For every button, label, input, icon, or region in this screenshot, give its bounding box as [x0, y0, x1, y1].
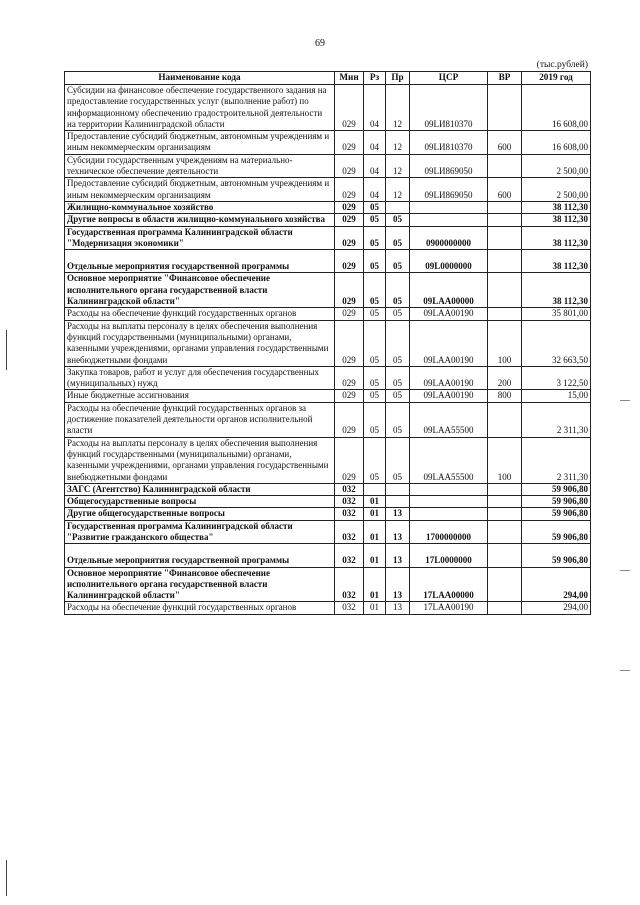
cell-vr [488, 201, 522, 213]
cell-value: 38 112,30 [522, 214, 591, 226]
cell-vr [488, 308, 522, 320]
cell-value: 38 112,30 [522, 226, 591, 250]
cell-name: Общегосударственные вопросы [65, 496, 335, 508]
cell-value: 59 906,80 [522, 508, 591, 520]
cell-csr: 09L0000000 [410, 250, 488, 273]
table-row [65, 520, 591, 544]
cell-min: 029 [335, 250, 364, 273]
cell-vr: 200 [488, 366, 522, 390]
cell-value: 59 906,80 [522, 520, 591, 544]
table-row [65, 308, 591, 320]
cell-pr: 12 [386, 178, 410, 202]
cell-rz: 01 [364, 544, 386, 567]
table-body [65, 85, 591, 615]
cell-value: 59 906,80 [522, 483, 591, 495]
cell-min: 029 [335, 178, 364, 202]
cell-value: 2 311,30 [522, 402, 591, 437]
cell-pr: 05 [386, 390, 410, 402]
cell-name: Основное мероприятие "Финансовое обеспечение исполнительного органа государственной власти Калининградской области" [65, 567, 335, 602]
cell-vr [488, 567, 522, 602]
cell-name: Расходы на обеспечение функций государственных органов за достижение показателей деятельности органов исполнительной власти [65, 402, 335, 437]
header-row [65, 72, 591, 85]
units-label: (тыс.рублей) [536, 60, 588, 70]
header-pr: Пр [386, 72, 410, 85]
cell-min: 029 [335, 402, 364, 437]
cell-pr: 05 [386, 320, 410, 366]
cell-vr [488, 250, 522, 273]
cell-min: 029 [335, 154, 364, 178]
cell-min: 032 [335, 567, 364, 602]
cell-rz: 01 [364, 520, 386, 544]
cell-value: 16 608,00 [522, 131, 591, 155]
cell-rz: 05 [364, 366, 386, 390]
cell-csr: 09LИ810370 [410, 85, 488, 131]
table-row [65, 508, 591, 520]
cell-pr [386, 483, 410, 495]
header-year: 2019 год [522, 72, 591, 85]
cell-min: 032 [335, 496, 364, 508]
cell-csr: 09LAA00190 [410, 390, 488, 402]
cell-vr [488, 273, 522, 308]
cell-csr [410, 496, 488, 508]
cell-pr: 13 [386, 520, 410, 544]
cell-pr: 13 [386, 508, 410, 520]
cell-vr: 600 [488, 131, 522, 155]
cell-rz: 04 [364, 178, 386, 202]
cell-value: 32 663,50 [522, 320, 591, 366]
table-row [65, 250, 591, 273]
cell-value: 2 500,00 [522, 178, 591, 202]
cell-value: 2 311,30 [522, 437, 591, 483]
cell-name: Отдельные мероприятия государственной программы [65, 250, 335, 273]
cell-min: 029 [335, 366, 364, 390]
cell-rz: 04 [364, 85, 386, 131]
cell-pr: 05 [386, 308, 410, 320]
cell-min: 032 [335, 602, 364, 614]
cell-rz [364, 483, 386, 495]
cell-rz: 05 [364, 214, 386, 226]
cell-csr: 09LAA00190 [410, 308, 488, 320]
cell-vr [488, 85, 522, 131]
cell-csr [410, 483, 488, 495]
header-min: Мин [335, 72, 364, 85]
cell-name: Закупка товаров, работ и услуг для обеспечения государственных (муниципальных) нужд [65, 366, 335, 390]
cell-min: 029 [335, 226, 364, 250]
cell-vr [488, 154, 522, 178]
cell-csr: 09LAA55500 [410, 437, 488, 483]
cell-value: 2 500,00 [522, 154, 591, 178]
cell-csr: 0900000000 [410, 226, 488, 250]
cell-vr [488, 496, 522, 508]
cell-rz: 05 [364, 402, 386, 437]
table-row [65, 214, 591, 226]
table-row [65, 390, 591, 402]
cell-vr [488, 483, 522, 495]
cell-name: Расходы на обеспечение функций государственных органов [65, 602, 335, 614]
cell-value: 16 608,00 [522, 85, 591, 131]
cell-rz: 05 [364, 320, 386, 366]
cell-csr: 17L0000000 [410, 544, 488, 567]
cell-pr: 12 [386, 131, 410, 155]
table-row [65, 567, 591, 602]
cell-name: Другие вопросы в области жилищно-коммунального хозяйства [65, 214, 335, 226]
cell-value: 38 112,30 [522, 273, 591, 308]
table-row [65, 131, 591, 155]
cell-rz: 01 [364, 508, 386, 520]
header-name: Наименование кода [65, 72, 335, 85]
cell-csr: 1700000000 [410, 520, 488, 544]
cell-csr: 09LИ810370 [410, 131, 488, 155]
table-row [65, 85, 591, 131]
margin-dash [620, 570, 630, 571]
cell-pr: 13 [386, 567, 410, 602]
table-row [65, 366, 591, 390]
cell-name: Иные бюджетные ассигнования [65, 390, 335, 402]
cell-vr [488, 226, 522, 250]
cell-min: 029 [335, 320, 364, 366]
table-row [65, 178, 591, 202]
cell-min: 029 [335, 437, 364, 483]
cell-vr [488, 602, 522, 614]
cell-vr [488, 508, 522, 520]
cell-csr: 09LAA00190 [410, 366, 488, 390]
header-csr: ЦСР [410, 72, 488, 85]
cell-vr [488, 402, 522, 437]
cell-name: Основное мероприятие "Финансовое обеспечение исполнительного органа государственной власти Калининградской области" [65, 273, 335, 308]
table-row [65, 402, 591, 437]
cell-rz: 05 [364, 390, 386, 402]
cell-min: 032 [335, 508, 364, 520]
cell-value: 294,00 [522, 602, 591, 614]
table-row [65, 273, 591, 308]
cell-name: Государственная программа Калининградской области "Развитие гражданского общества" [65, 520, 335, 544]
cell-csr: 09LAA55500 [410, 402, 488, 437]
cell-rz: 01 [364, 567, 386, 602]
cell-name: ЗАГС (Агентство) Калининградской области [65, 483, 335, 495]
cell-csr: 17LAA00000 [410, 567, 488, 602]
cell-min: 029 [335, 390, 364, 402]
cell-rz: 04 [364, 154, 386, 178]
page-number: 69 [315, 38, 325, 49]
cell-rz: 05 [364, 226, 386, 250]
cell-pr: 13 [386, 602, 410, 614]
cell-rz: 05 [364, 273, 386, 308]
cell-rz: 01 [364, 602, 386, 614]
header-vr: ВР [488, 72, 522, 85]
cell-min: 029 [335, 273, 364, 308]
cell-csr [410, 201, 488, 213]
cell-name: Другие общегосударственные вопросы [65, 508, 335, 520]
cell-value: 3 122,50 [522, 366, 591, 390]
cell-csr: 09LИ869050 [410, 154, 488, 178]
cell-min: 029 [335, 308, 364, 320]
cell-pr: 05 [386, 214, 410, 226]
cell-name: Государственная программа Калининградской области "Модернизация экономики" [65, 226, 335, 250]
cell-min: 029 [335, 214, 364, 226]
cell-value: 59 906,80 [522, 544, 591, 567]
cell-csr: 09LИ869050 [410, 178, 488, 202]
cell-rz: 05 [364, 250, 386, 273]
table-row [65, 201, 591, 213]
cell-name: Предоставление субсидий бюджетным, автономным учреждениям и иным некоммерческим организациям [65, 131, 335, 155]
table-row [65, 437, 591, 483]
cell-min: 029 [335, 85, 364, 131]
cell-vr: 800 [488, 390, 522, 402]
cell-value: 294,00 [522, 567, 591, 602]
table-row [65, 544, 591, 567]
cell-csr [410, 214, 488, 226]
cell-rz: 05 [364, 437, 386, 483]
cell-name: Субсидии государственным учреждениям на материально-техническое обеспечение деятельности [65, 154, 335, 178]
cell-name: Расходы на выплаты персоналу в целях обеспечения выполнения функций государственными (муниципальными) органами, казенными учреждениями, органами управления государственными внебюджетными фондами [65, 320, 335, 366]
table-row [65, 483, 591, 495]
cell-csr: 09LAA00190 [410, 320, 488, 366]
cell-rz: 05 [364, 201, 386, 213]
cell-min: 032 [335, 520, 364, 544]
cell-name: Предоставление субсидий бюджетным, автономным учреждениям и иным некоммерческим организациям [65, 178, 335, 202]
margin-dash [620, 670, 630, 671]
cell-value: 15,00 [522, 390, 591, 402]
cell-min: 032 [335, 483, 364, 495]
cell-pr: 12 [386, 154, 410, 178]
budget-table [64, 71, 591, 615]
cell-csr: 09LAA00000 [410, 273, 488, 308]
cell-pr: 05 [386, 273, 410, 308]
margin-mark [6, 330, 7, 370]
table-row [65, 496, 591, 508]
cell-pr: 05 [386, 226, 410, 250]
cell-rz: 04 [364, 131, 386, 155]
cell-pr: 05 [386, 366, 410, 390]
cell-pr: 12 [386, 85, 410, 131]
cell-min: 029 [335, 131, 364, 155]
table-row [65, 226, 591, 250]
cell-value: 38 112,30 [522, 250, 591, 273]
margin-mark [6, 860, 7, 896]
cell-vr: 600 [488, 178, 522, 202]
cell-value: 59 906,80 [522, 496, 591, 508]
cell-pr: 05 [386, 250, 410, 273]
cell-csr [410, 508, 488, 520]
header-rz: Рз [364, 72, 386, 85]
cell-name: Отдельные мероприятия государственной программы [65, 544, 335, 567]
table-row [65, 154, 591, 178]
cell-vr: 100 [488, 437, 522, 483]
cell-pr [386, 496, 410, 508]
cell-min: 032 [335, 544, 364, 567]
cell-name: Жилищно-коммунальное хозяйство [65, 201, 335, 213]
margin-dash [620, 400, 630, 401]
cell-min: 029 [335, 201, 364, 213]
cell-pr: 05 [386, 402, 410, 437]
cell-rz: 01 [364, 496, 386, 508]
table-row [65, 602, 591, 614]
cell-csr: 17LAA00190 [410, 602, 488, 614]
cell-name: Расходы на выплаты персоналу в целях обеспечения выполнения функций государственными (муниципальными) органами, казенными учреждениями, органами управления государственными внебюджетными фондами [65, 437, 335, 483]
cell-pr [386, 201, 410, 213]
cell-name: Субсидии на финансовое обеспечение государственного задания на предоставление государственных услуг (выполнение работ) по информационному обеспечению градостроительной деятельности на территории Калининградской области [65, 85, 335, 131]
cell-vr: 100 [488, 320, 522, 366]
cell-name: Расходы на обеспечение функций государственных органов [65, 308, 335, 320]
cell-vr [488, 214, 522, 226]
cell-pr: 05 [386, 437, 410, 483]
cell-vr [488, 544, 522, 567]
cell-value: 35 801,00 [522, 308, 591, 320]
cell-pr: 13 [386, 544, 410, 567]
table-row [65, 320, 591, 366]
cell-vr [488, 520, 522, 544]
cell-rz: 05 [364, 308, 386, 320]
cell-value: 38 112,30 [522, 201, 591, 213]
